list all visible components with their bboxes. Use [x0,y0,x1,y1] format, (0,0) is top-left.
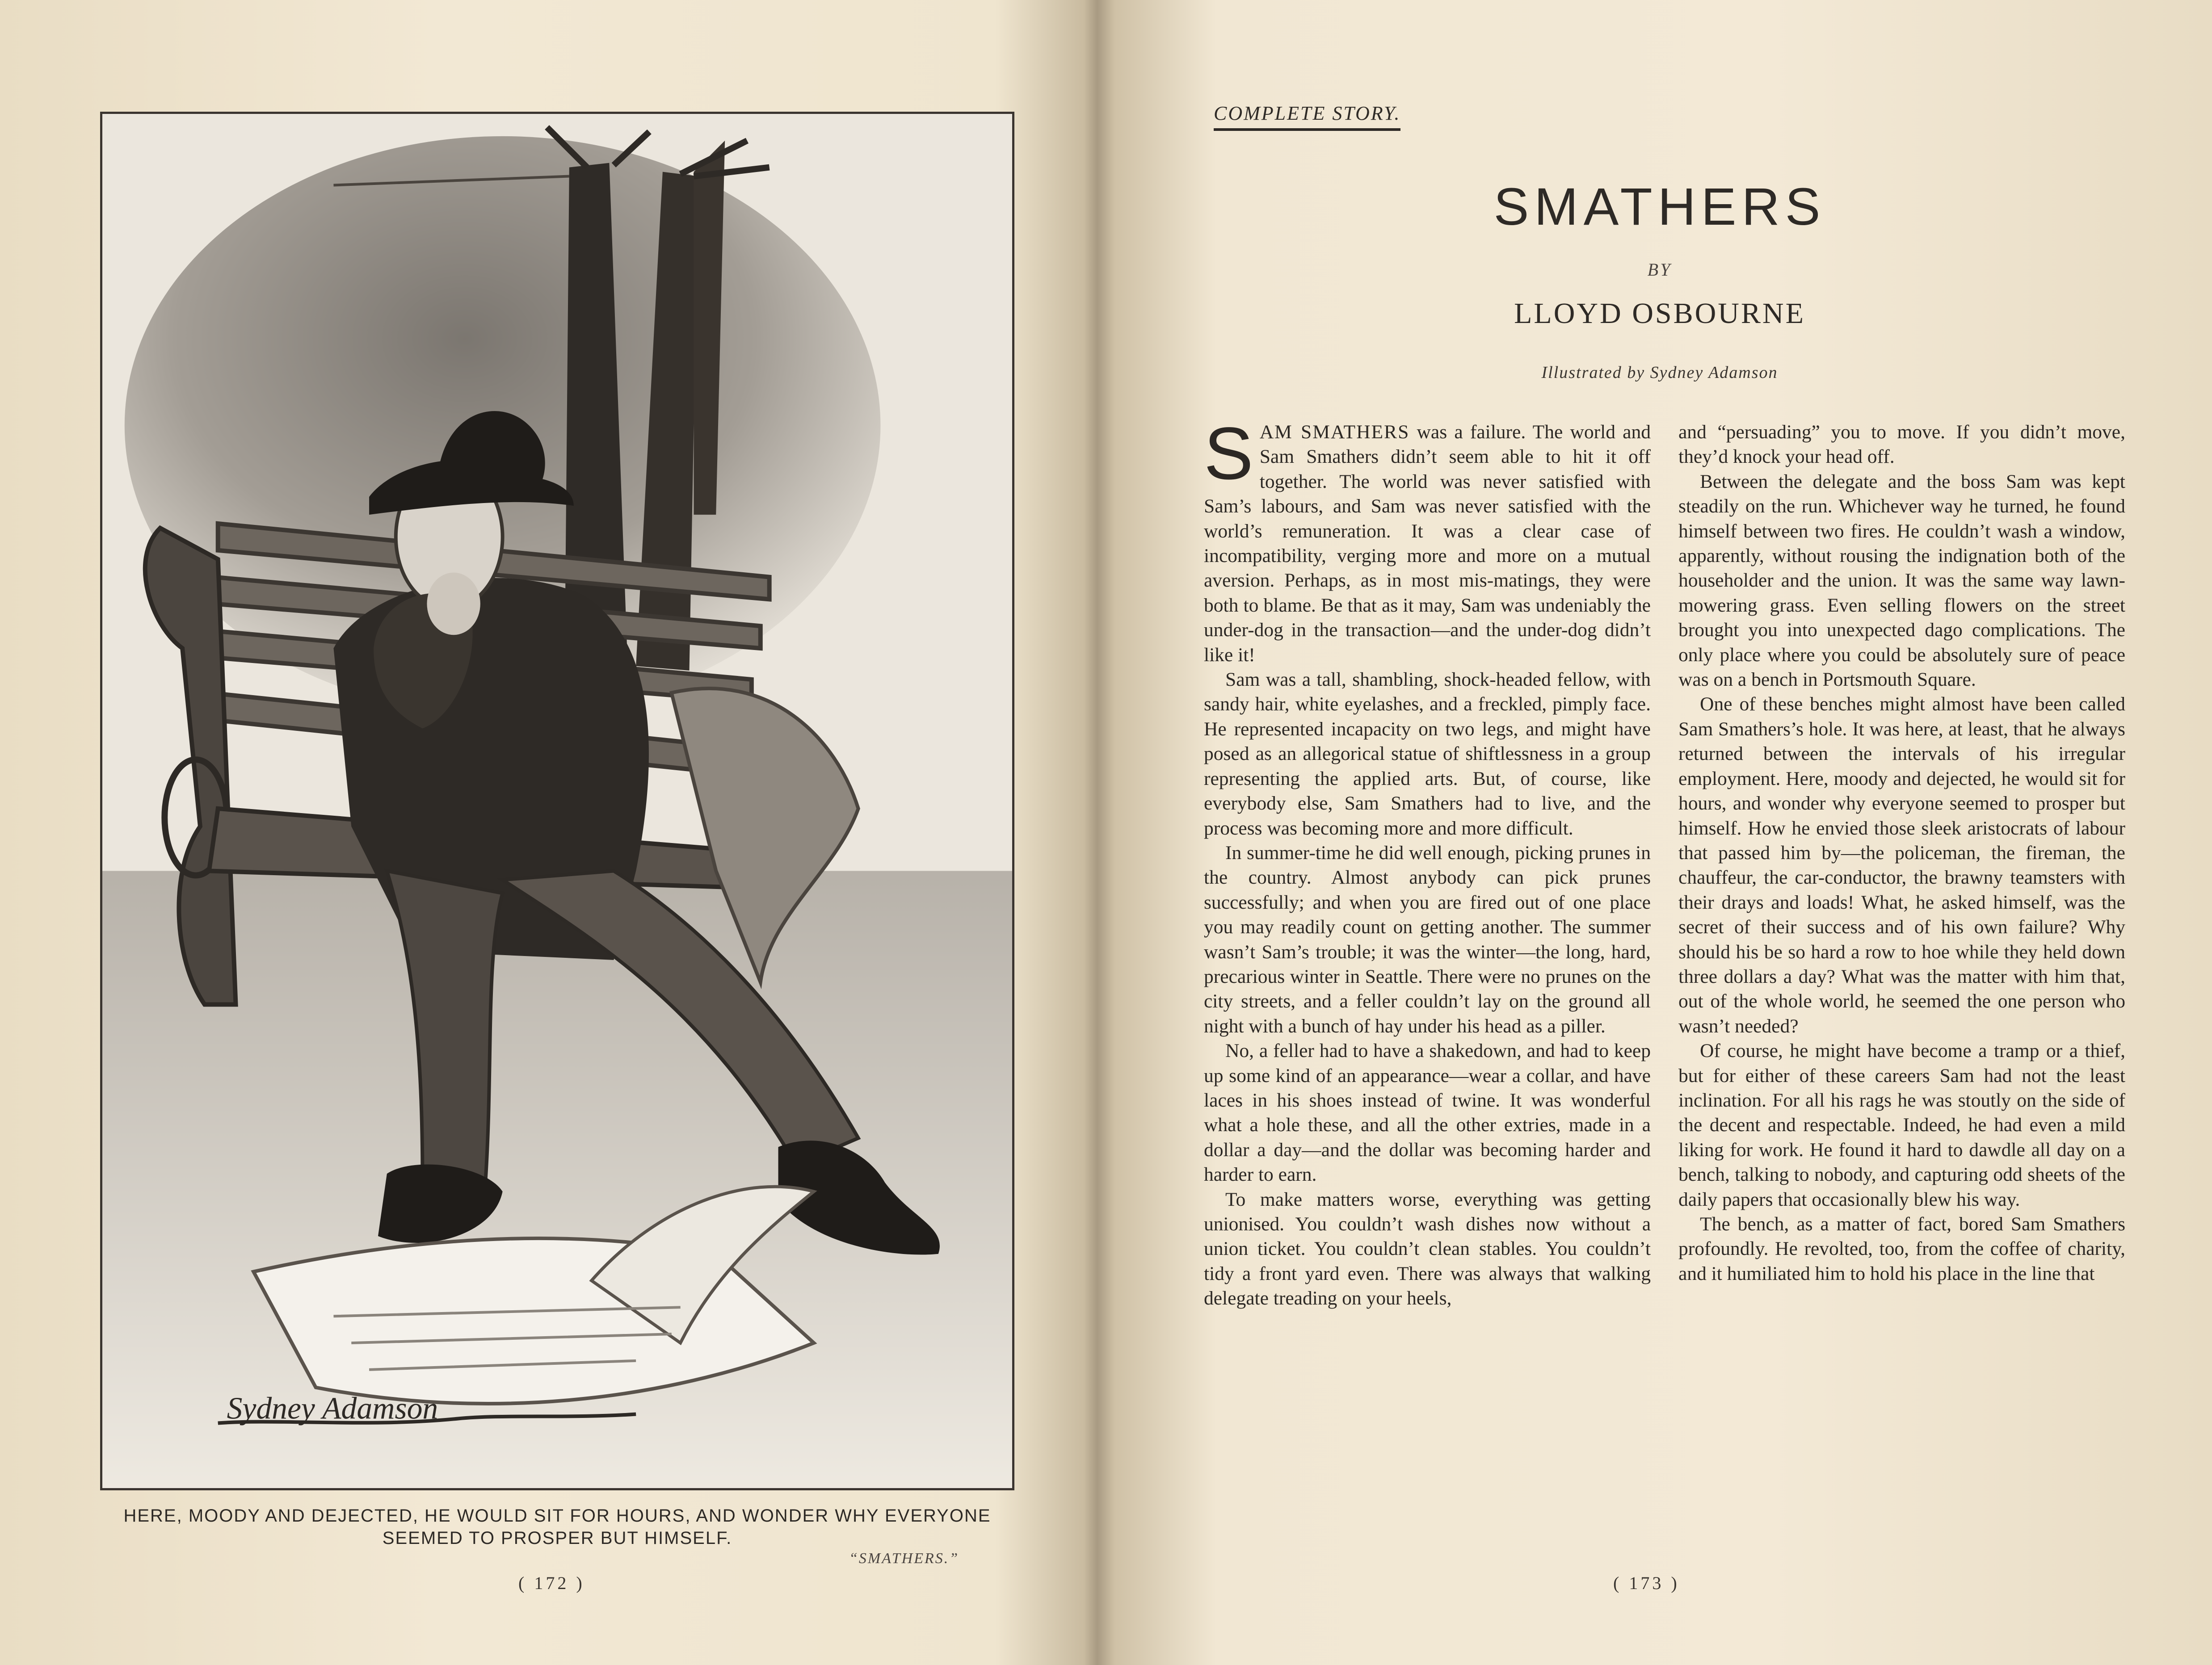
text-column-right [1678,420,2125,1286]
page-number-right: ( 173 ) [1613,1573,1680,1593]
paragraph: and “persuading” you to move. If you didn’t move, they’d knock your head off. [1678,421,2125,468]
illustration-man-on-bench [102,114,1012,1488]
paragraph: Between the delegate and the boss Sam was kept steadily on the run. Whichever way he turned, he found himself between two fires. He couldn’t wash a window, apparently, without rousing the indignation both of the householder and the union. It was the same way lawn-mowering grass. Even selling flowers on the street brought you into unexpected dago complications. The only place where you could be absolutely sure of peace was on a bench in Portsmouth Square. [1678,470,2125,691]
illustration-caption: HERE, MOODY AND DEJECTED, HE WOULD SIT FOR HOURS, AND WONDER WHY EVERYONE SEEMED TO PROSPER BUT HIMSELF. [123,1506,991,1548]
caption-credit: “SMATHERS.” [849,1550,959,1567]
illustration-frame [100,112,1014,1490]
left-page [0,0,1090,1665]
paragraph-text: was a failure. The world and Sam Smathers didn’t seem able to hit it off together. The world was never satisfied with Sam’s labours, and Sam was never satisfied with the world’s remuneration. It was a clear case of incompatibility, verging more and more on a mutual aversion. Perhaps, as in most mis-matings, they were both to blame. Be that as it may, Sam was undeniably the under-dog in the transaction—and the under-dog didn’t like it! [1204,421,1651,666]
paragraph: In summer-time he did well enough, picking prunes in the country. Almost anybody can pick prunes successfully; and when you are fired out of one place you may readily count on getting another. The summer wasn’t Sam’s trouble; it was the winter—the long, hard, precarious winter in Seattle. There were no prunes on the city streets, and a feller couldn’t lay on the ground all night with a bunch of hay under his head as a piller. [1204,842,1651,1037]
drop-cap: S [1204,412,1253,495]
story-title: SMATHERS [1493,177,1826,236]
page-number-left: ( 172 ) [518,1573,585,1593]
lead-caps: AM SMATHERS [1259,421,1410,443]
paragraph: To make matters worse, everything was getting unionised. You couldn’t wash dishes now without a union ticket. You couldn’t clean stables. You couldn’t tidy a front yard even. There was always that walking delegate treading on your heels, [1204,1188,1651,1309]
paragraph: Of course, he might have become a tramp or a thief, but for either of these careers Sam had not the least inclination. For all his rags he was stoutly on the side of the decent and respectable. Indeed, he had even a mild liking for work. He found it hard to dawdle all day on a bench, talking to nobody, and capturing odd sheets of the daily papers that occasionally blew his way. [1678,1040,2125,1210]
illustrator-credit: Illustrated by Sydney Adamson [1541,363,1778,382]
paragraph: Sam was a tall, shambling, shock-headed fellow, with sandy hair, white eyelashes, and a freckled, pimply face. He represented incapacity on two legs, and might have posed as an allegorical statue of shiftlessness in a group representing the applied arts. But, of course, like everybody else, Sam Smathers had to live, and the process was becoming more and more difficult. [1204,669,1651,839]
paragraph [1204,412,1651,667]
paragraph: One of these benches might almost have been called Sam Smathers’s hole. It was here, at least, that he always returned between the intervals of his irregular employment. Here, moody and dejected, he would sit for hours, and wonder why everyone seemed to prosper but himself. How he envied those sleek aristocrats of labour that passed him by—the policeman, the fireman, the chauffeur, the car-conductor, the brawny teamsters with their drays and loads! What, he asked himself, was the secret of their success and of his own failure? Why should his be so hard a row to hoe while they held down three dollars a day? What was the matter with him that, out of the whole world, he seemed the one person who wasn’t needed? [1678,693,2125,1037]
author-name: LLOYD OSBOURNE [1514,297,1805,330]
paragraph: The bench, as a matter of fact, bored Sam Smathers profoundly. He revolted, too, from the coffee of charity, and it humiliated him to hold his place in the line that [1678,1213,2125,1284]
svg-text:Sydney Adamson: Sydney Adamson [227,1391,438,1426]
section-label: COMPLETE STORY. [1214,102,1400,131]
text-column-left [1204,412,1651,1311]
by-line: BY [1647,260,1672,280]
paragraph: No, a feller had to have a shakedown, and had to keep up some kind of an appearance—wear a collar, and have laces in his shoes instead of twine. It was wonderful what a hole these, and all the other extries, made in a dollar a day—and the dollar was becoming harder and harder to earn. [1204,1040,1651,1186]
